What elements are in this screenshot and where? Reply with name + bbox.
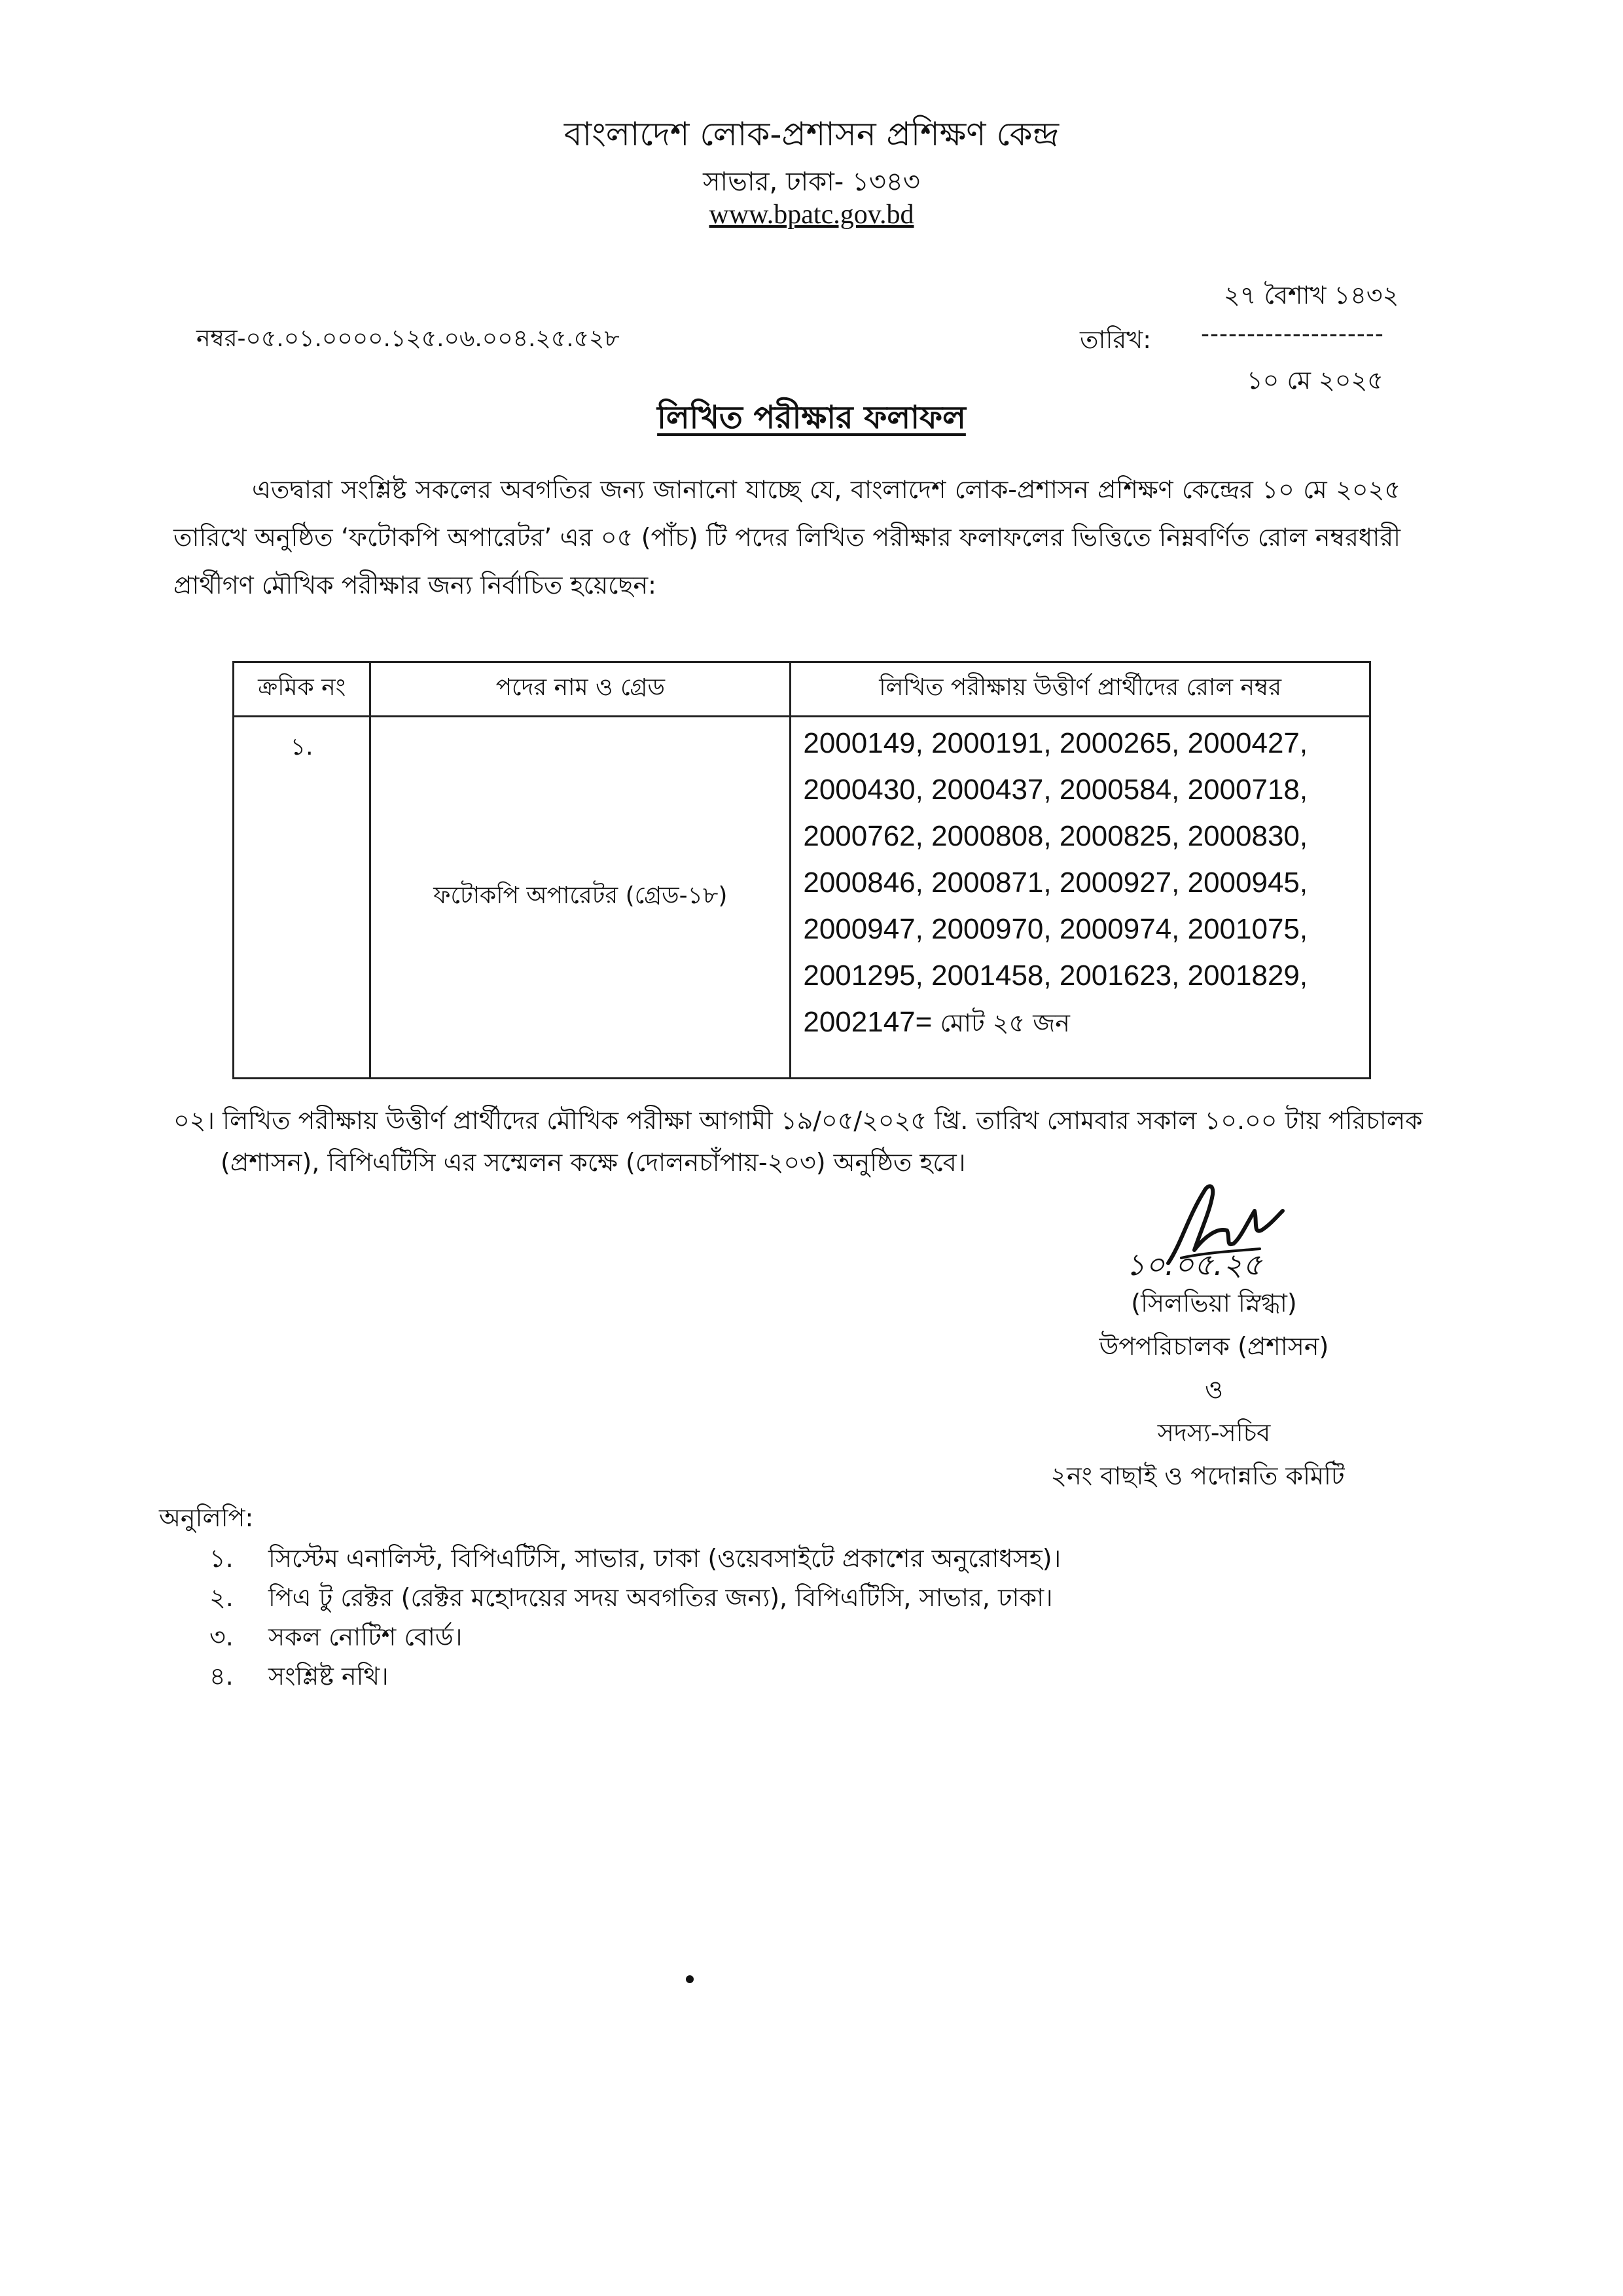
date-divider: -------------------- xyxy=(1201,321,1384,348)
signatory-conjunction: ও xyxy=(1205,1375,1223,1404)
table-row xyxy=(234,717,1370,1079)
roll-last: 2002147= xyxy=(803,1006,933,1038)
date-gregorian: ১০ মে ২০২৫ xyxy=(1247,366,1383,395)
signatory-committee: ২নং বাছাই ও পদোন্নতি কমিটি xyxy=(1050,1462,1345,1490)
date-label: তারিখ: xyxy=(1080,325,1152,354)
signature-date: ১০.০৫.২৫ xyxy=(1126,1247,1262,1282)
document-title xyxy=(0,394,1623,446)
viva-notice-line-2: (প্রশাসন), বিপিএটিসি এর সম্মেলন কক্ষে (দোলনচাঁপায়-২০৩) অনুষ্ঠিত হবে। xyxy=(221,1148,966,1177)
viva-notice-line-1: ০২। লিখিত পরীক্ষায় উত্তীর্ণ প্রার্থীদের মৌখিক পরীক্ষা আগামী ১৯/০৫/২০২৫ খ্রি. তারিখ সোমবার সকাল ১০.০০ টায় পরিচালক xyxy=(173,1106,1423,1135)
header-roll-numbers: লিখিত পরীক্ষায় উত্তীর্ণ প্রার্থীদের রোল নম্বর xyxy=(791,662,1370,717)
organization-address: সাভার, ঢাকা- ১৩৪৩ xyxy=(703,167,920,197)
roll-line: 2000762, 2000808, 2000825, 2000830, xyxy=(803,820,1308,852)
roll-line: 2001295, 2001458, 2001623, 2001829, xyxy=(803,960,1308,992)
intro-paragraph: এতদ্বারা সংশ্লিষ্ট সকলের অবগতির জন্য জানানো যাচ্ছে যে, বাংলাদেশ লোক-প্রশাসন প্রশিক্ষণ কেন্দ্রের ১০ মে ২০২৫ তারিখে অনুষ্ঠিত ‘ফটোকপি অপারেটর’ এর ০৫ (পাঁচ) টি পদের লিখিত পরীক্ষার ফলাফলের ভিত্তিতে নিম্নবর্ণিত রোল নম্বরধারী প্রার্থীগণ মৌখিক পরীক্ষার জন্য নির্বাচিত হয়েছেন: xyxy=(173,475,1400,600)
signatory-role: সদস্য-সচিব xyxy=(1157,1418,1271,1447)
roll-line: 2000947, 2000970, 2000974, 2001075, xyxy=(803,913,1308,945)
list-item xyxy=(209,1579,1053,1621)
roll-line: 2000149, 2000191, 2000265, 2000427, xyxy=(803,727,1308,759)
list-item-number: ৪. xyxy=(209,1662,234,1691)
organization-website[interactable]: www.bpatc.gov.bd xyxy=(709,200,914,230)
list-item-text: পিএ টু রেক্টর (রেক্টর মহোদয়ের সদয় অবগতির জন্য), বিপিএটিসি, সাভার, ঢাকা। xyxy=(268,1583,1053,1612)
header-serial: ক্রমিক নং xyxy=(234,662,370,717)
list-item-text: সকল নোটিশ বোর্ড। xyxy=(268,1623,463,1651)
memo-number: নম্বর-০৫.০১.০০০০.১২৫.০৬.০০৪.২৫.৫২৮ xyxy=(196,325,620,352)
roll-line: 2000846, 2000871, 2000927, 2000945, xyxy=(803,867,1308,899)
post-cell: ফটোকপি অপারেটর (গ্রেড-১৮) xyxy=(370,717,791,1079)
list-item-text: সংশ্লিষ্ট নথি। xyxy=(268,1662,389,1691)
list-item-text: সিস্টেম এনালিস্ট, বিপিএটিসি, সাভার, ঢাকা (ওয়েবসাইটে প্রকাশের অনুরোধসহ)। xyxy=(268,1544,1061,1573)
list-item xyxy=(209,1539,1061,1581)
table-header-row xyxy=(234,662,1370,717)
list-item-number: ৩. xyxy=(209,1623,234,1651)
signatory-name: (সিলভিয়া স্নিগ্ধা) xyxy=(1131,1289,1297,1318)
signatory-designation: উপপরিচালক (প্রশাসন) xyxy=(1099,1332,1329,1361)
document-title-text: লিখিত পরীক্ষার ফলাফল xyxy=(657,399,966,436)
date-bangla-calendar: ২৭ বৈশাখ ১৪৩২ xyxy=(1224,281,1399,310)
result-table xyxy=(232,661,1371,1079)
organization-name: বাংলাদেশ লোক-প্রশাসন প্রশিক্ষণ কেন্দ্র xyxy=(563,115,1060,153)
copies-label: অনুলিপি: xyxy=(159,1503,254,1532)
header-post-grade: পদের নাম ও গ্রেড xyxy=(370,662,791,717)
list-item-number: ২. xyxy=(209,1583,234,1612)
roll-line-last xyxy=(803,999,1360,1047)
list-item xyxy=(209,1657,389,1699)
roll-line: 2000430, 2000437, 2000584, 2000718, xyxy=(803,774,1308,806)
roll-total: মোট ২৫ জন xyxy=(932,1009,1070,1037)
stray-dot xyxy=(686,1975,694,1983)
list-item-number: ১. xyxy=(209,1544,234,1573)
list-item xyxy=(209,1618,462,1660)
roll-numbers-cell xyxy=(791,717,1370,1079)
serial-cell: ১. xyxy=(234,717,370,1079)
